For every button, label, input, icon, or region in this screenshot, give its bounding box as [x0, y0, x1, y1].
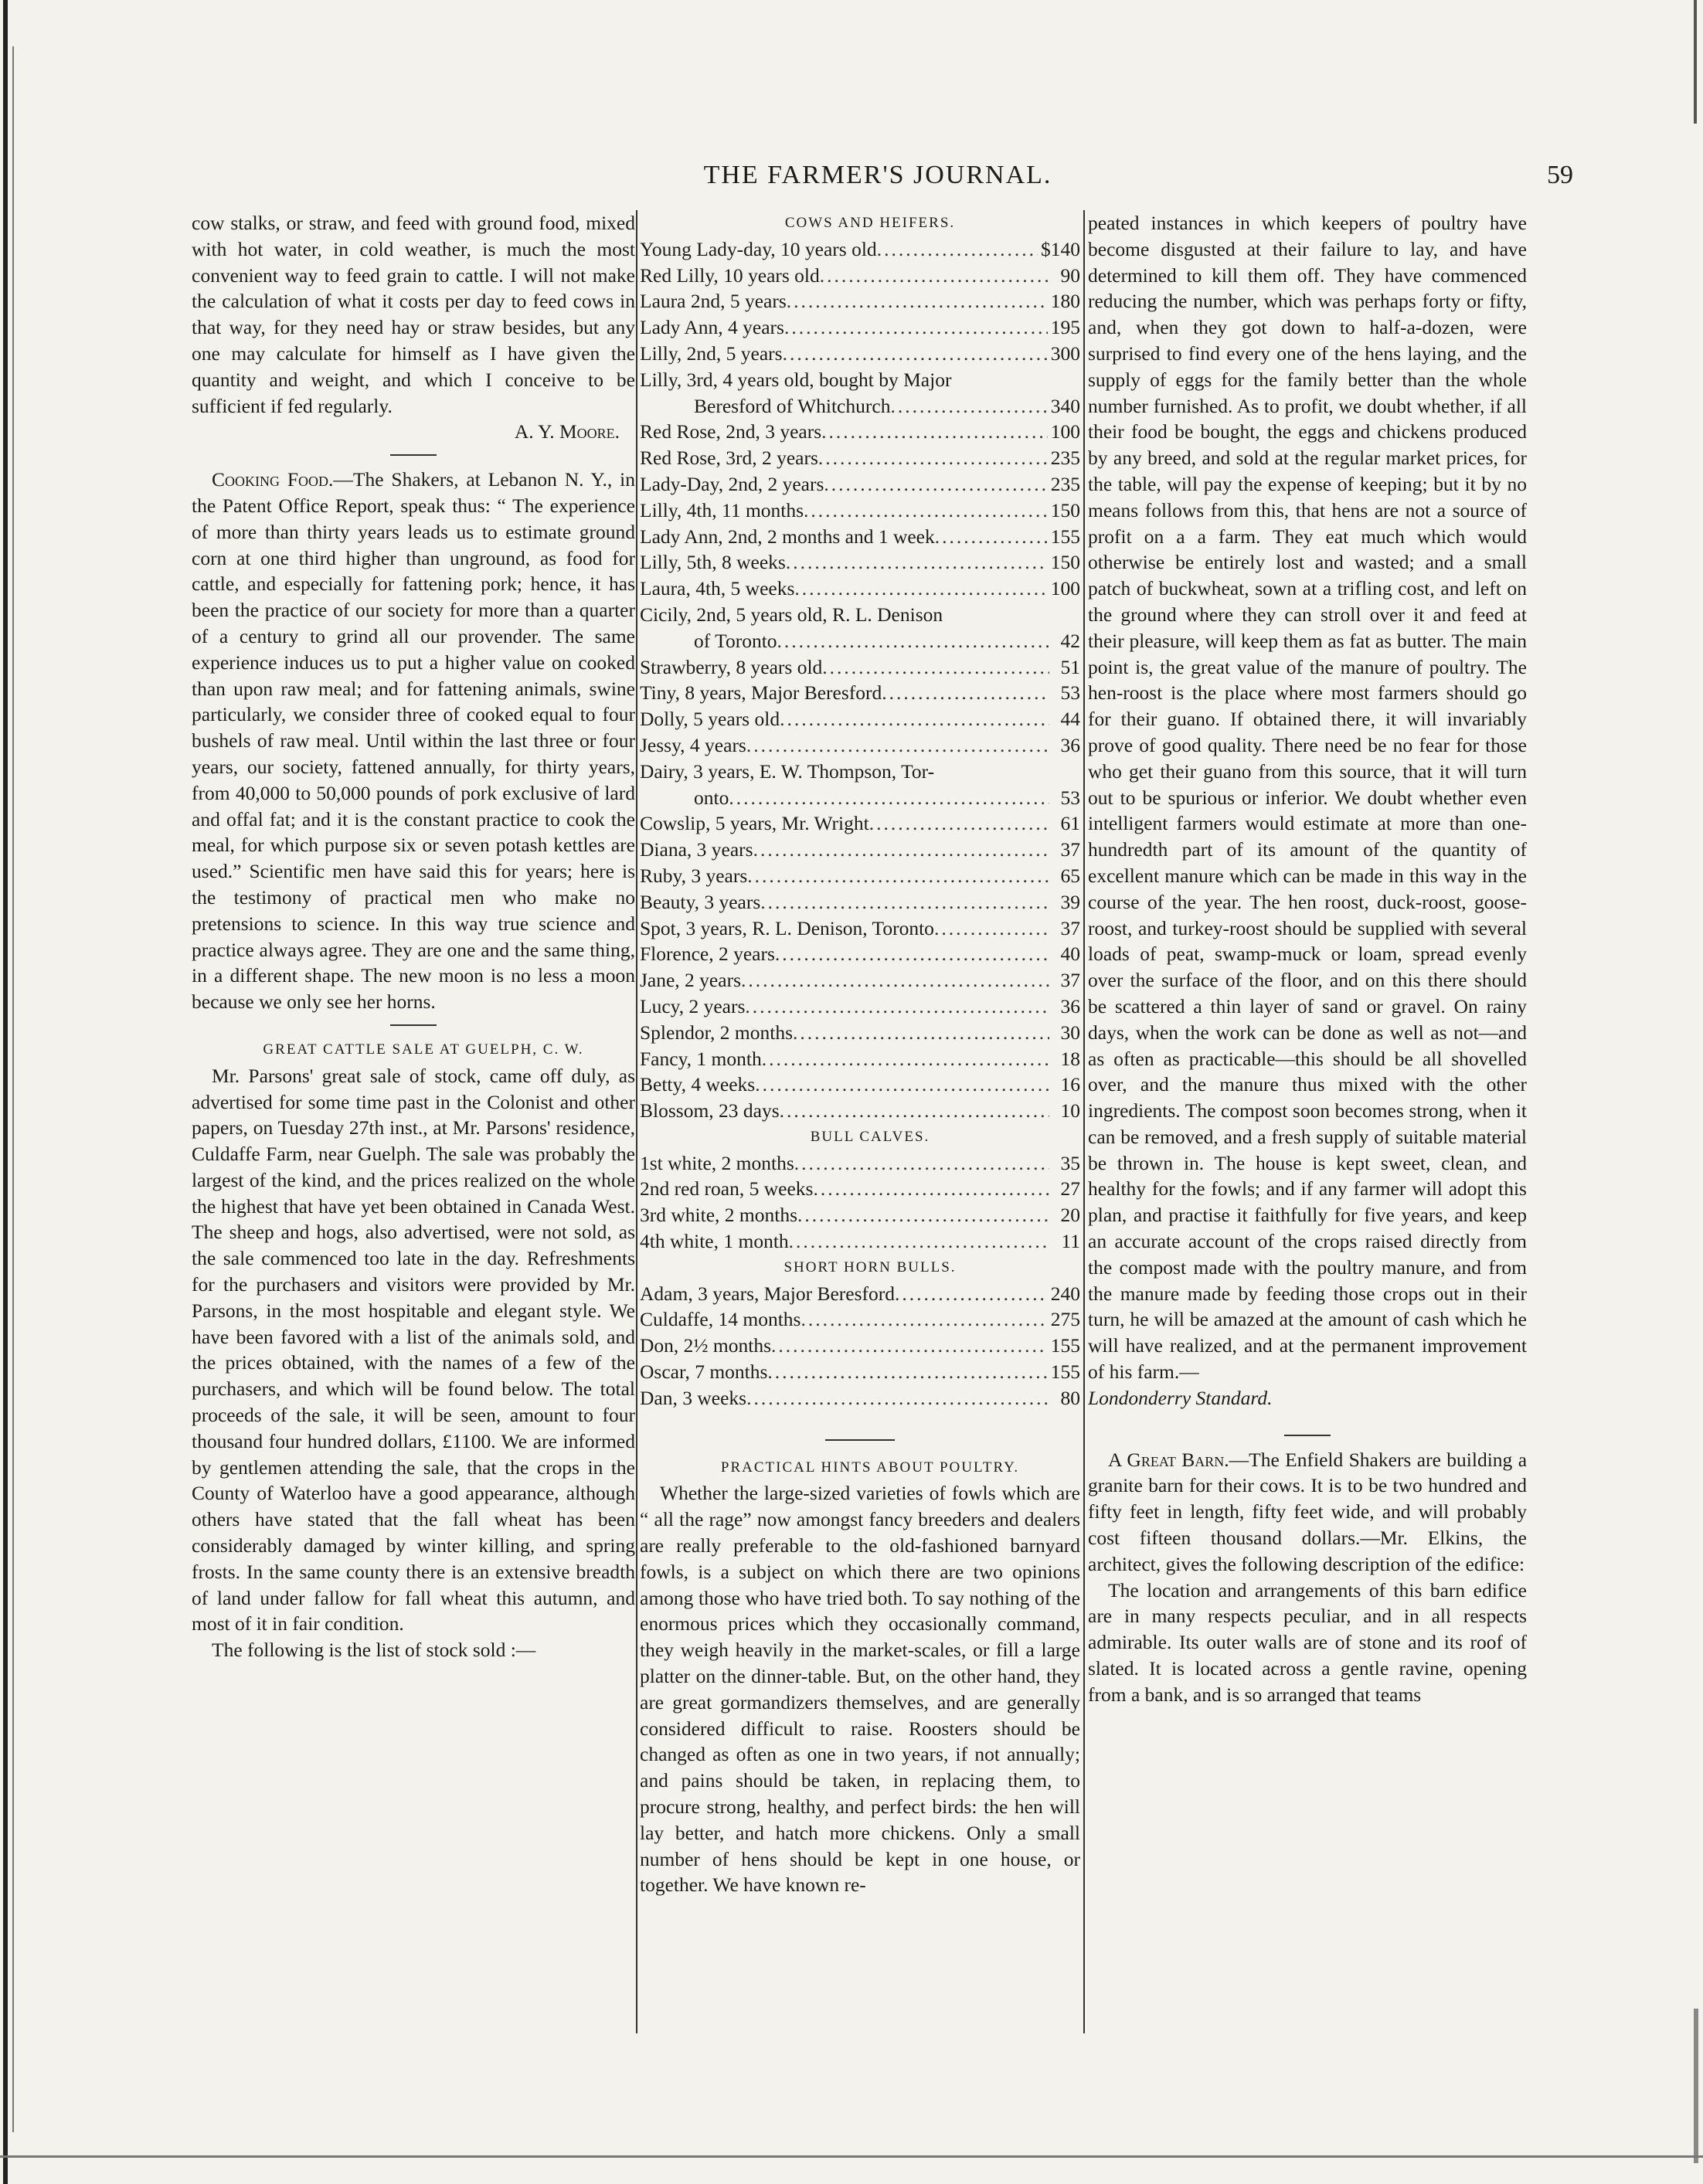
animal-name: Florence, 2 years — [640, 943, 775, 966]
dot-leader — [745, 993, 1049, 1020]
stock-row — [640, 1150, 1080, 1177]
dot-leader — [794, 1150, 1049, 1177]
animal-name: Oscar, 7 months — [640, 1360, 768, 1384]
dot-leader — [784, 314, 1048, 341]
sale-price: 53 — [1060, 786, 1080, 809]
animal-name: Blossom, 23 days — [640, 1099, 780, 1123]
list-heading: SHORT HORN BULLS. — [784, 1258, 957, 1275]
dot-leader — [813, 1176, 1049, 1202]
page-edge-right — [1694, 0, 1697, 124]
sale-price: 65 — [1060, 864, 1080, 887]
dot-leader — [787, 288, 1048, 314]
animal-name: Beauty, 3 years — [640, 890, 761, 913]
sale-price: 235 — [1050, 447, 1080, 470]
section-divider — [1284, 1435, 1331, 1436]
dot-leader — [771, 1333, 1048, 1359]
dot-leader — [786, 549, 1048, 576]
column-2 — [640, 210, 1080, 2026]
dot-leader — [762, 1046, 1049, 1072]
dot-leader — [895, 1281, 1048, 1307]
sale-price: 35 — [1060, 1151, 1080, 1174]
dot-leader — [890, 393, 1047, 419]
stock-row — [640, 602, 1080, 628]
sale-price: 340 — [1050, 394, 1080, 417]
dot-leader — [760, 889, 1049, 915]
dot-leader — [818, 445, 1048, 471]
animal-name: Tiny, 8 years, Major Beresford — [640, 681, 882, 705]
stock-row — [640, 941, 1080, 967]
sale-price: 11 — [1061, 1230, 1080, 1253]
dot-leader — [934, 915, 1049, 942]
stock-row — [640, 419, 1080, 445]
sale-price: 37 — [1060, 969, 1080, 992]
animal-name: Ruby, 3 years — [640, 864, 748, 887]
sale-price: 300 — [1050, 341, 1080, 365]
article-continuation: cow stalks, or straw, and feed with ground food, mixed with hot water, in cold weather, is much the most convenient way to feed grain to cattle. I will not make the calculation of what it costs per day to feed cows in that way, for they need hay or straw besides, but any one may calculate for himself as I have given the quantity and weight, and which I conceive to be sufficient if fed regularly. — [192, 212, 635, 417]
animal-name: Betty, 4 weeks — [640, 1073, 756, 1096]
sale-price: 44 — [1060, 708, 1080, 731]
animal-name: Strawberry, 8 years old — [640, 655, 823, 678]
stock-row — [640, 1359, 1080, 1385]
animal-name: Diana, 3 years — [640, 838, 753, 861]
stock-row — [640, 1098, 1080, 1124]
dot-leader — [801, 1306, 1047, 1333]
article-body: Whether the large-sized varieties of fowls which are “ all the rage” now amongst fancy breeders and dealers are really preferable to the old-fashioned barnyard fowls, is a subject on which there are two opinions among those who have tried both. To say nothing of the enormous prices which they occasionally command, they weigh heavily in the market-scales, or fill a large platter on the dinner-table. But, on the other hand, they are great gormandizers themselves, and are generally considered difficult to raise. Roosters should be changed as often as one in two years, if not annually; and pains should be taken, in replacing them, to procure strong, healthy, and perfect birds: the hen will lay better, and hatch more chickens. Only a small number of hens should be kept in one house, or together. We have known re- — [640, 1482, 1080, 1897]
dot-leader — [789, 1228, 1049, 1255]
article-lead: Cooking Food. — [212, 468, 334, 491]
stock-row — [640, 628, 1080, 654]
stock-row — [640, 706, 1080, 732]
animal-name: 1st white, 2 months — [640, 1151, 794, 1174]
animal-name: 3rd white, 2 months — [640, 1204, 797, 1227]
stock-row — [640, 288, 1080, 314]
page-header — [182, 161, 1573, 192]
section-divider — [390, 1024, 437, 1026]
sale-price: 240 — [1050, 1282, 1080, 1305]
animal-name: Adam, 3 years, Major Beresford — [640, 1282, 895, 1305]
sale-price: 155 — [1050, 525, 1080, 548]
stock-row — [640, 263, 1080, 289]
animal-name: Lilly, 5th, 8 weeks — [640, 551, 786, 574]
animal-name: Cicily, 2nd, 5 years old, R. L. Denison — [640, 603, 943, 626]
article-body: The location and arrangements of this barn edifice are in many respects peculiar, and in all respects admirable. Its outer walls are of stone and its roof of slated. It is located across a gentle ravine, opening from a bank, and is so arranged that teams — [1088, 1578, 1527, 1706]
stock-row — [640, 1385, 1080, 1411]
article-body: —The Enfield Shakers are building a granite barn for their cows. It is to be two hundred and fifty feet in length, fifty feet wide, and will probably cost fifteen thousand dollars.—Mr. Elkins, the architect, gives the following description of the edifice: — [1088, 1448, 1527, 1575]
dot-leader — [804, 498, 1048, 524]
sale-price: 61 — [1060, 812, 1080, 835]
dot-leader — [746, 1385, 1049, 1411]
sale-price: 275 — [1050, 1308, 1080, 1331]
animal-name: onto — [694, 786, 729, 809]
sale-price: 53 — [1060, 681, 1080, 705]
animal-name: Lilly, 4th, 11 months — [640, 498, 804, 521]
animal-name: Lady Ann, 4 years — [640, 316, 784, 339]
animal-name: 2nd red roan, 5 weeks — [640, 1177, 814, 1201]
animal-name: Don, 2½ months — [640, 1334, 772, 1357]
sale-price: 100 — [1050, 577, 1080, 600]
stock-row — [640, 1333, 1080, 1359]
page-edge-left — [3, 0, 8, 2184]
article-body: —The Shakers, at Lebanon N. Y., in the Patent Office Report, speak thus: “ The experience of more than thirty years leads us to estimate ground corn at one third higher than unground, as food for cattle, and especially for fattening pork; hence, it has been the practice of our society for more than a quarter of a century to grind all our provender. The same experience induces us to put a higher value on cooked than upon raw meal; and for fattening animals, swine particularly, we consider three of cooked equal to four bushels of raw meal. Until within the last three or four years, our society, fattened annually, for thirty years, from 40,000 to 50,000 pounds of pork exclusive of lard and offal fat; and it is the constant practice to cook the meal, for which purpose six or seven potash kettles are used.” Scientific men have said this for years; here is the testimony of practical men who make no pretensions to science. In this way true science and practice always agree. They are one and the same thing, in a different shape. The new moon is no less a moon because we only see her horns. — [192, 468, 635, 1014]
section-divider — [825, 1439, 895, 1441]
article-continuation: peated instances in which keepers of poultry have become disgusted at their failure to lay, and have determined to kill them off. They have commenced reducing the number, which was perhaps forty or fifty, and, when they got down to half-a-dozen, were surprised to find every one of the hens laying, and the supply of eggs for the family better than the whole number furnished. As to profit, we doubt whether, if all their food be bought, the eggs and chickens produced by any breed, and sold at the regular market prices, for the table, will pay the expense of keeping; but it by no means follows from this, that hens are not a source of profit on a a farm. They eat much which would otherwise be entirely lost and wasted; and a small patch of buckwheat, sown at a trifling cost, and left on the ground where they can stroll over it and feed at their pleasure, will keep them as fat as butter. The main point is, the great value of the manure of poultry. The hen-roost is the place where most farmers should go for their guano. If obtained there, it will invariably prove of good quality. There need be no fear for those who get their guano from this source, that it will turn out to be spurious or inferior. We doubt whether even intelligent farmers would estimate at more than one-hundredth part of its amount of the quantity of excellent manure which can be made in this way in the course of the year. The hen roost, duck-roost, goose-roost, and turkey-roost should be supplied with several loads of peat, swamp-muck or loam, spread evenly over the surface of the floor, and on this there should be scattered a thin layer of sand or gravel. On rainy days, when the work can be done as well as not—and as often as practicable—this should be all shovelled over, and the manure thus mixed with the other ingredients. The compost soon becomes strong, when it can be removed, and a fresh supply of suitable material be thrown in. The house is kept sweet, clean, and healthy for the fowls; and if any farmer will adopt this plan, and practise it faithfully for five years, and keep an accurate account of the crops raised directly from the compost made with the poultry manure, and from the manure made by feeding those crops out in their turn, he will be amazed at the amount of cash which he will have realized, and at the permanent improvement of his farm.— — [1088, 212, 1527, 1384]
animal-name: Jane, 2 years — [640, 969, 741, 992]
stock-row — [640, 236, 1080, 263]
animal-name: Laura, 4th, 5 weeks — [640, 577, 795, 600]
sale-price: 150 — [1050, 498, 1080, 521]
animal-name: Dolly, 5 years old — [640, 708, 780, 731]
animal-name: Red Rose, 3rd, 2 years — [640, 447, 818, 470]
animal-name: Fancy, 1 month — [640, 1047, 762, 1070]
stock-row — [640, 498, 1080, 524]
sale-price: 42 — [1060, 629, 1080, 652]
stock-row — [640, 1072, 1080, 1098]
dot-leader — [741, 967, 1049, 993]
journal-title: THE FARMER'S JOURNAL. — [703, 161, 1052, 189]
dot-leader — [753, 837, 1049, 863]
animal-name: Red Lilly, 10 years old — [640, 263, 820, 287]
dot-leader — [793, 1020, 1049, 1046]
article-heading: GREAT CATTLE SALE AT GUELPH, C. W. — [263, 1041, 584, 1058]
dot-leader — [783, 341, 1048, 367]
stock-row — [640, 1046, 1080, 1072]
sale-price: 18 — [1060, 1047, 1080, 1070]
animal-name: Lady-Day, 2nd, 2 years — [640, 472, 824, 495]
stock-row — [640, 314, 1080, 341]
article-heading: PRACTICAL HINTS ABOUT POULTRY. — [720, 1459, 1020, 1476]
column-1 — [192, 210, 635, 2026]
article-lead: A Great Barn. — [1108, 1448, 1229, 1471]
dot-leader — [794, 576, 1047, 602]
cooking-food-article — [192, 467, 635, 1015]
dot-leader — [820, 263, 1049, 289]
column-3 — [1088, 210, 1527, 2026]
stock-row — [640, 993, 1080, 1020]
sale-price: 195 — [1050, 316, 1080, 339]
stock-row — [640, 445, 1080, 471]
animal-name: Lady Ann, 2nd, 2 months and 1 week — [640, 525, 935, 548]
stock-row — [640, 471, 1080, 498]
animal-name: Lucy, 2 years — [640, 994, 746, 1017]
dot-leader — [746, 732, 1049, 759]
stock-row — [640, 549, 1080, 576]
page-bottom-edge — [0, 2155, 1703, 2158]
animal-name: Cowslip, 5 years, Mr. Wright — [640, 812, 869, 835]
dot-leader — [935, 524, 1048, 550]
sale-price: 155 — [1050, 1334, 1080, 1357]
animal-name: Spot, 3 years, R. L. Denison, Toronto — [640, 916, 934, 939]
animal-name: Lilly, 3rd, 4 years old, bought by Major — [640, 368, 952, 391]
sale-price: 90 — [1060, 263, 1080, 287]
animal-name: Beresford of Whitchurch — [694, 394, 891, 417]
stock-row — [640, 863, 1080, 889]
sale-price: 36 — [1060, 994, 1080, 1017]
page-number: 59 — [1547, 161, 1573, 189]
sale-price: $140 — [1041, 237, 1080, 260]
sale-price: 100 — [1050, 420, 1080, 443]
stock-row — [640, 967, 1080, 993]
stock-row — [640, 1176, 1080, 1202]
list-heading: BULL CALVES. — [810, 1128, 930, 1145]
stock-row — [640, 889, 1080, 915]
stock-row — [640, 915, 1080, 942]
animal-name: Jessy, 4 years — [640, 733, 746, 756]
stock-row — [640, 1228, 1080, 1255]
author-signature: A. Y. Moore. — [514, 420, 620, 443]
sale-price: 16 — [1060, 1073, 1080, 1096]
dot-leader — [797, 1202, 1049, 1228]
page-edge-line — [12, 46, 14, 2132]
stock-row — [640, 524, 1080, 550]
animal-name: Splendor, 2 months — [640, 1021, 794, 1044]
sale-price: 40 — [1060, 943, 1080, 966]
stock-row — [640, 785, 1080, 811]
animal-name: Dairy, 3 years, E. W. Thompson, Tor- — [640, 759, 935, 783]
stock-row — [640, 759, 1080, 785]
article-body: Mr. Parsons' great sale of stock, came off duly, as advertised for some time past in the Colonist and other papers, on Tuesday 27th inst., at Mr. Parsons' residence, Culdaffe Farm, near Guelph. The sale was probably the largest of the kind, and the prices realized on the whole the highest that have yet been obtained in Canada West. The sheep and hogs, also advertised, were not sold, as the sale commenced too late in the day. Refreshments for the purchasers and visitors were provided by Mr. Parsons, in the most hospitable and elegant style. We have been favored with a list of the animals sold, and the prices obtained, with the names of a few of the purchasers, and which will be found below. The total proceeds of the sale, it will be seen, amount to four thousand four hundred dollars, £1100. We are informed by gentlemen attending the sale, that the crops in the County of Waterloo have a good appearance, although others have stated that the fall wheat has been considerably damaged by winter killing, and spring frosts. In the same county there is an extensive breadth of land under fallow for fall wheat this autumn, and most of it in fair condition. — [192, 1064, 635, 1635]
stock-row — [640, 837, 1080, 863]
sale-price: 235 — [1050, 472, 1080, 495]
bull-calves-list — [640, 1150, 1080, 1255]
animal-name: Culdaffe, 14 months — [640, 1308, 801, 1331]
stock-row — [640, 1020, 1080, 1046]
animal-name: 4th white, 1 month — [640, 1230, 789, 1253]
sale-price: 155 — [1050, 1360, 1080, 1384]
stock-row — [640, 732, 1080, 759]
stock-row — [640, 367, 1080, 393]
dot-leader — [780, 706, 1049, 732]
column-rule — [1083, 210, 1085, 2033]
article-closing: The following is the list of stock sold :— — [212, 1639, 536, 1662]
column-rule — [636, 210, 637, 2033]
animal-name: Young Lady-day, 10 years old — [640, 237, 877, 260]
dot-leader — [755, 1072, 1049, 1098]
dot-leader — [877, 236, 1038, 263]
dot-leader — [747, 863, 1049, 889]
dot-leader — [821, 419, 1048, 445]
dot-leader — [767, 1359, 1047, 1385]
animal-name: Lilly, 2nd, 5 years — [640, 341, 783, 365]
sale-price: 20 — [1060, 1204, 1080, 1227]
dot-leader — [775, 941, 1049, 967]
dot-leader — [882, 680, 1049, 706]
sale-price: 150 — [1050, 551, 1080, 574]
shorthorn-bulls-list — [640, 1281, 1080, 1411]
stock-row — [640, 1202, 1080, 1228]
article-source: Londonderry Standard. — [1088, 1386, 1273, 1409]
dot-leader — [869, 810, 1049, 837]
stock-row — [640, 654, 1080, 681]
cows-list — [640, 236, 1080, 1124]
sale-price: 10 — [1060, 1099, 1080, 1123]
stock-row — [640, 810, 1080, 837]
sale-price: 36 — [1060, 733, 1080, 756]
animal-name: Laura 2nd, 5 years — [640, 290, 787, 313]
stock-row — [640, 341, 1080, 367]
dot-leader — [777, 628, 1049, 654]
dot-leader — [822, 654, 1049, 681]
sale-price: 37 — [1060, 838, 1080, 861]
stock-row — [640, 1306, 1080, 1333]
dot-leader — [780, 1098, 1049, 1124]
stock-row — [640, 1281, 1080, 1307]
sale-price: 51 — [1060, 655, 1080, 678]
sale-price: 37 — [1060, 916, 1080, 939]
great-barn-article — [1088, 1447, 1527, 1578]
animal-name: Red Rose, 2nd, 3 years — [640, 420, 822, 443]
sale-price: 80 — [1060, 1386, 1080, 1409]
sale-price: 39 — [1060, 890, 1080, 913]
list-heading: COWS AND HEIFERS. — [784, 215, 956, 231]
sale-price: 27 — [1060, 1177, 1080, 1201]
animal-name: Dan, 3 weeks — [640, 1386, 747, 1409]
stock-row — [640, 393, 1080, 419]
page-edge-right-bottom — [1694, 2009, 1698, 2163]
sale-price: 180 — [1050, 290, 1080, 313]
animal-name: of Toronto — [694, 629, 777, 652]
sale-price: 30 — [1060, 1021, 1080, 1044]
section-divider — [390, 454, 437, 456]
stock-row — [640, 576, 1080, 602]
dot-leader — [729, 785, 1049, 811]
dot-leader — [824, 471, 1047, 498]
stock-row — [640, 680, 1080, 706]
